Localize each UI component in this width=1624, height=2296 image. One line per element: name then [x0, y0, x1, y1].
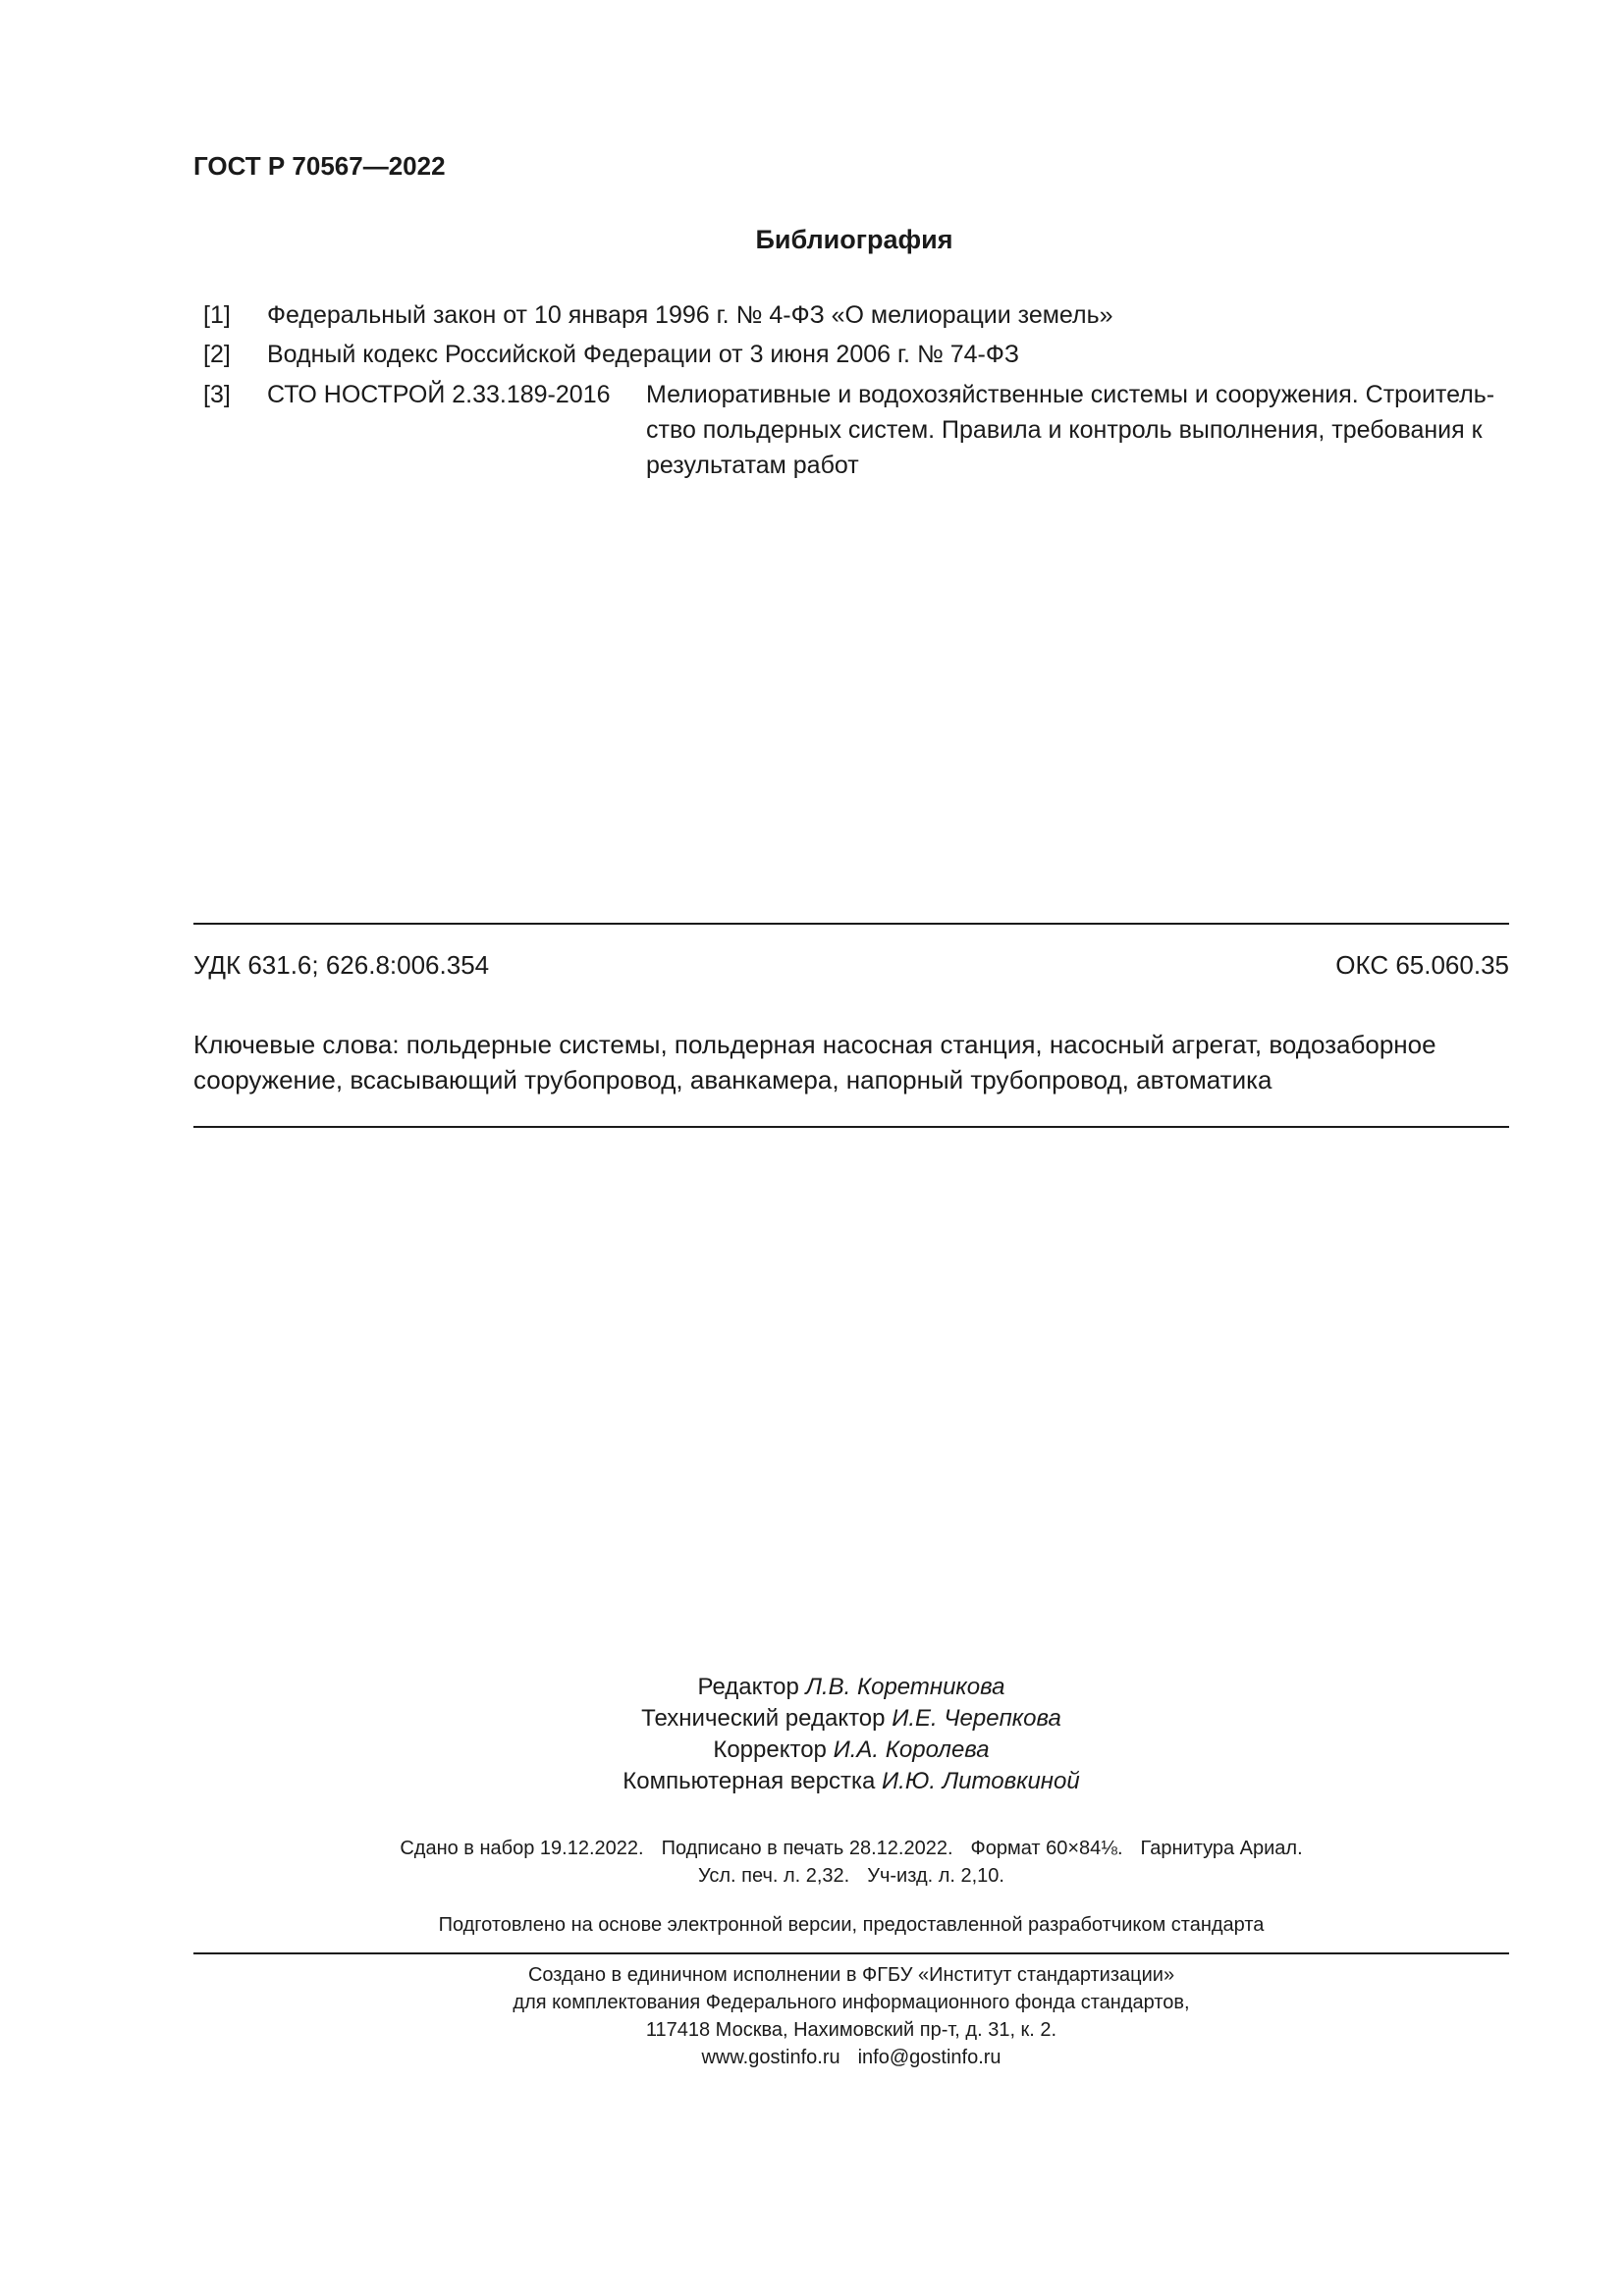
bibliography-item [203, 377, 1519, 485]
typeface: Гарнитура Ариал. [1140, 1838, 1303, 1859]
sent-to-set: Сдано в набор 19.12.2022. [400, 1838, 644, 1859]
description-line: Мелиоративные и водохозяйственные системы и сооружения. Строитель- [646, 381, 1495, 408]
publisher-contacts [0, 2044, 1624, 2071]
editorial-credits [0, 1672, 1624, 1797]
bibliography-title: Библиография [755, 225, 953, 254]
description-line: ство польдерных систем. Правила и контроль выполнения, требования к [646, 416, 1483, 444]
divider [193, 1126, 1509, 1128]
bibliography-item-number: [1] [203, 301, 231, 329]
credit-role: Корректор [713, 1736, 827, 1763]
paper-format: Формат 60×84⅛. [970, 1838, 1123, 1859]
divider [193, 1952, 1509, 1954]
prepared-note: Подготовлено на основе электронной версии, предоставленной разработчиком стандарта [438, 1914, 1265, 1936]
edit-sheets: Уч-изд. л. 2,10. [867, 1865, 1004, 1887]
keywords [193, 1027, 1509, 1097]
bibliography-item-text: Водный кодекс Российской Федерации от 3 июня 2006 г. № 74-ФЗ [267, 341, 1019, 368]
keywords-line: сооружение, всасывающий трубопровод, аванкамера, напорный трубопровод, автоматика [193, 1065, 1272, 1095]
divider [193, 923, 1509, 925]
publication-line [0, 1862, 1624, 1890]
credit-tech-editor [0, 1703, 1624, 1735]
document-standard-id: ГОСТ Р 70567—2022 [193, 151, 446, 181]
signed-to-print: Подписано в печать 28.12.2022. [661, 1838, 953, 1859]
credit-name: И.А. Королева [833, 1736, 990, 1763]
credit-editor [0, 1672, 1624, 1703]
credit-name: Л.В. Коретникова [805, 1674, 1005, 1700]
credit-role: Технический редактор [641, 1705, 886, 1732]
publisher-line: Создано в единичном исполнении в ФГБУ «Институт стандартизации» [527, 1964, 1175, 1986]
credit-role: Редактор [697, 1674, 799, 1700]
publication-info [0, 1835, 1624, 1890]
publisher-line: 117418 Москва, Нахимовский пр-т, д. 31, к. 2. [645, 2019, 1057, 2041]
print-sheets: Усл. печ. л. 2,32. [698, 1865, 850, 1887]
bibliography-item-number: [2] [203, 341, 231, 368]
bibliography-item-number: [3] [203, 381, 231, 408]
bibliography-item-text: Федеральный закон от 10 января 1996 г. № 4-ФЗ «О мелиорации земель» [267, 301, 1113, 329]
keywords-line: Ключевые слова: польдерные системы, польдерная насосная станция, насосный агрегат, водозаборное [193, 1030, 1436, 1059]
udk-code: УДК 631.6; 626.8:006.354 [193, 950, 490, 980]
credit-role: Компьютерная верстка [623, 1768, 876, 1794]
email-link[interactable]: info@gostinfo.ru [857, 2047, 1001, 2068]
oks-code: ОКС 65.060.35 [1335, 950, 1509, 980]
publication-line [0, 1835, 1624, 1862]
description-line: результатам работ [646, 452, 859, 479]
publisher-line: для комплектования Федерального информационного фонда стандартов, [513, 1992, 1190, 2013]
credit-proofreader [0, 1735, 1624, 1766]
credit-name: И.Ю. Литовкиной [882, 1768, 1080, 1794]
bibliography-item-code: СТО НОСТРОЙ 2.33.189-2016 [267, 381, 611, 408]
publisher-info [0, 1961, 1624, 2071]
credit-name: И.Е. Черепкова [892, 1705, 1061, 1732]
bibliography-item-description [646, 377, 1518, 483]
credit-layout [0, 1766, 1624, 1797]
website-link[interactable]: www.gostinfo.ru [701, 2047, 840, 2068]
